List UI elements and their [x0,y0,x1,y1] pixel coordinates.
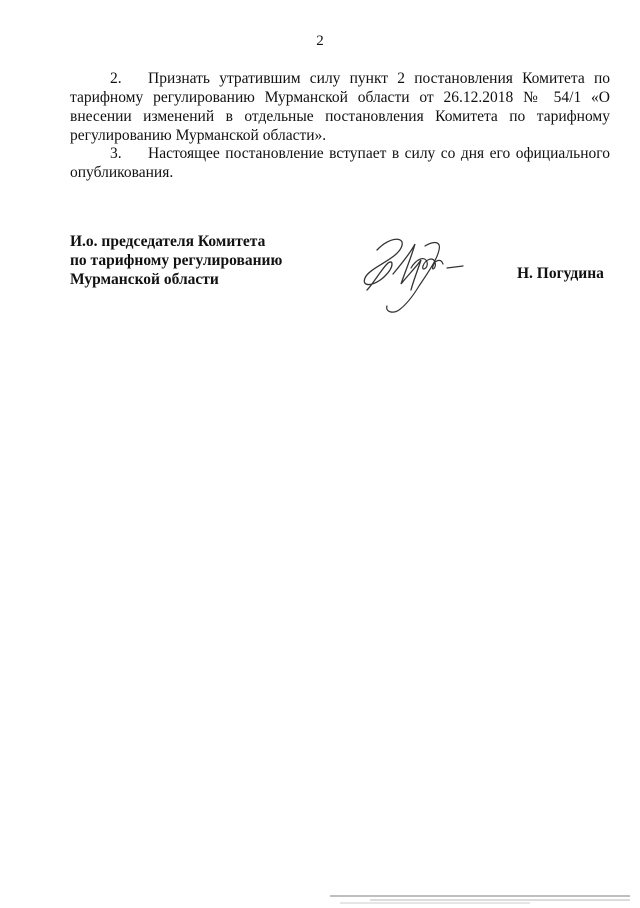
page-number: 2 [316,33,324,49]
paragraph-text: Признать утратившим силу пункт 2 постановления Комитета по тарифному регулированию Мурманской области от 26.12.2018 № 54/1 «О внесении изменений в отдельные постановления Комитета по тарифному регулированию Мурманской области». [70,70,610,144]
signatory-title-line: И.о. председателя Комитета [70,233,266,250]
paragraph-number: 2. [110,70,122,87]
handwritten-signature [355,228,475,323]
paragraph-text: Настоящее постановление вступает в силу со дня его официального опубликования. [70,145,610,181]
paragraph-item-2 [70,69,610,145]
signatory-title-block [70,232,370,289]
signatory-title-line: Мурманской области [70,271,219,288]
scan-border-lines [330,893,630,905]
signatory-title-line: по тарифному регулированию [70,252,283,269]
paragraph-item-3 [70,144,610,182]
paragraph-number: 3. [110,145,122,162]
signatory-name: Н. Погудина [517,265,604,282]
